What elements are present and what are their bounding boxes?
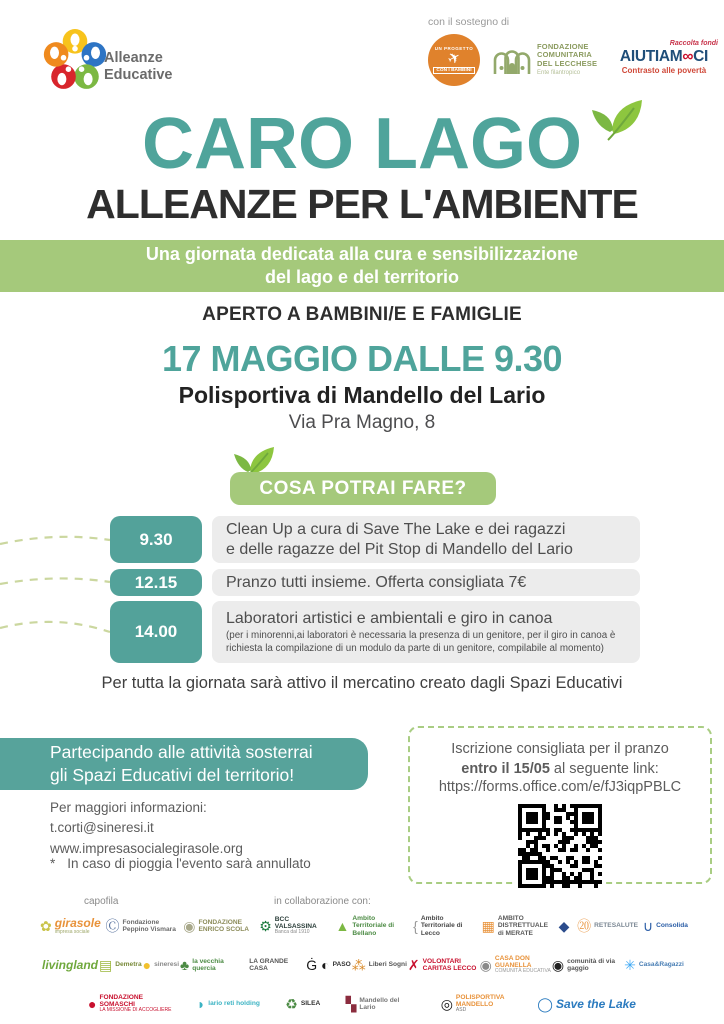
partner-logo-icon: ⚙	[259, 917, 272, 934]
aiutiamoci-script: Raccolta fondi	[669, 40, 718, 47]
partner-logo-icon: ▤	[99, 957, 113, 973]
partner-logo-icon: ♻	[285, 996, 298, 1012]
partner-logo	[143, 958, 179, 972]
infinity-icon: ∞	[682, 48, 694, 66]
partner-logo-label: CASA DON GUANELLA	[494, 955, 532, 970]
partner-logo-icon: ●	[142, 957, 152, 973]
partner-logo-icon: Ⓒ	[105, 918, 120, 934]
partner-logo	[99, 958, 142, 972]
event-address: Via Pra Magno, 8	[288, 412, 436, 433]
partner-logo-icon: ✗	[407, 957, 420, 973]
fondazione-line3: DEL LECCHESE	[537, 58, 598, 68]
partner-logo	[352, 958, 407, 972]
partner-logo-label: sineresi	[154, 961, 180, 969]
partner-logos-row2	[42, 948, 684, 982]
partner-logo-icon: ◐	[321, 957, 330, 973]
partner-logo-label: FONDAZIONE ENRICO SCOLA	[198, 918, 250, 933]
poster-subtitle: ALLEANZE PER L'AMBIENTE	[86, 181, 638, 227]
partner-logos-row3	[88, 988, 636, 1020]
poster-title: CARO LAGO	[142, 104, 582, 184]
partner-logo	[249, 958, 305, 972]
activity-note: (per i minorenni,ai laboratori è necessaria la presenza di un genitore, per il giro in canoa è richiesta la compilazione di un modulo da parte di un genitore, compilabile al momento)	[226, 629, 616, 654]
fondazione-comunitaria-logo	[492, 42, 597, 78]
partner-logo-icon: ◉	[183, 918, 196, 934]
info-website[interactable]: www.impresasocialegirasole.org	[50, 840, 243, 856]
schedule-row	[110, 516, 640, 563]
activity-slot	[212, 569, 640, 596]
partner-logo-icon: ▲	[335, 917, 350, 934]
banner-line2: del lago e del territorio	[264, 267, 460, 287]
registration-line1: Iscrizione consigliata per il pranzo	[451, 741, 669, 757]
partner-logo	[285, 997, 320, 1011]
partner-logo-sublabel: Banca dal 1910	[274, 929, 310, 936]
partner-logo-icon: ✳	[624, 957, 636, 973]
partner-logos-row1	[40, 908, 688, 944]
partner-logo	[552, 958, 623, 972]
info-heading: Per maggiori informazioni:	[50, 800, 207, 815]
partner-logo	[88, 994, 171, 1014]
partner-logo-label: Liberi Sogni	[368, 961, 407, 969]
fondazione-sub: Ente filantropico	[537, 70, 581, 77]
partner-logo-label: Demetra	[115, 961, 142, 969]
partner-logo-icon: ◎	[440, 995, 453, 1012]
partner-logo	[643, 919, 688, 933]
partner-logo-icon: ∪	[642, 918, 654, 934]
leaf-icon	[582, 96, 644, 142]
partner-logo	[306, 958, 320, 972]
support-label: con il sostegno di	[428, 16, 510, 28]
partner-logo-label: FONDAZIONE SOMASCHI	[99, 994, 144, 1009]
partner-logo-label: Consolida	[656, 922, 688, 930]
org-name	[104, 50, 173, 85]
con-i-bambini-label: CON I BAMBINI	[433, 67, 474, 74]
rain-note: * In caso di pioggia l'evento sarà annullato	[50, 856, 311, 871]
partner-logo	[42, 959, 98, 972]
info-block	[50, 798, 243, 859]
partner-logo-label: VOLONTARI CARITAS LECCO	[422, 957, 477, 972]
partner-logo-icon: ◉	[551, 957, 565, 973]
aiutiamoci-wordmark: AIUTIAM∞CI	[619, 48, 709, 66]
partner-logo	[40, 917, 101, 935]
partner-logo-icon: ⑳	[577, 918, 592, 934]
con-i-bambini-logo	[428, 34, 480, 86]
partner-logo-icon: {	[413, 917, 418, 934]
partner-logo	[577, 919, 638, 933]
partner-logo-label: Casa&Ragazzi	[638, 961, 684, 969]
asterisk: *	[50, 856, 56, 871]
partner-logo-label: Fondazione Peppino Vismara	[122, 918, 176, 933]
partner-logo	[346, 997, 416, 1011]
partner-logo-icon: ◉	[479, 956, 492, 973]
support-box-line1: Partecipando alle attività sosterrai	[50, 742, 313, 763]
partner-logo-icon: ◆	[558, 918, 570, 934]
partner-logo-label: LA GRANDE CASA	[249, 957, 289, 972]
partner-logo-label: POLISPORTIVA MANDELLO	[455, 994, 505, 1009]
partner-logo	[180, 958, 248, 972]
schedule-row	[110, 569, 640, 596]
support-box-line2: gli Spazi Educativi del territorio!	[50, 765, 295, 785]
support-box	[0, 738, 368, 790]
event-datetime: 17 MAGGIO DALLE 9.30	[161, 338, 563, 379]
time-pill: 14.00	[110, 601, 202, 663]
partner-logo-icon: ◯	[537, 996, 553, 1012]
info-email[interactable]: t.corti@sineresi.it	[50, 820, 154, 836]
plane-icon: ✈	[444, 48, 464, 69]
banner	[0, 240, 724, 292]
partner-logo-sublabel: impresa sociale	[54, 928, 90, 935]
partner-logo-icon: ♣	[180, 957, 190, 973]
audience-line: APERTO A BAMBINI/E E FAMIGLIE	[202, 304, 522, 325]
time-pill: 9.30	[110, 516, 202, 563]
fondazione-line1: FONDAZIONE	[537, 42, 589, 52]
market-note: Per tutta la giornata sarà attivo il mercatino creato dagli Spazi Educativi	[101, 674, 623, 692]
partner-logo-icon: ✿	[40, 918, 52, 934]
partner-logo-label: PASO	[332, 961, 351, 969]
qr-code	[516, 802, 604, 890]
registration-box	[408, 726, 712, 884]
partner-logo	[624, 958, 684, 972]
partner-logo-sublabel: COMUNITÀ EDUCATIVA	[494, 968, 551, 975]
partner-logo	[321, 958, 351, 972]
partner-logo	[183, 919, 254, 933]
partner-logo-sublabel: ASD	[455, 1007, 467, 1014]
partner-logo-label: girasole	[54, 915, 101, 930]
banner-line1: Una giornata dedicata alla cura e sensibilizzazione	[145, 243, 579, 264]
partner-logo	[106, 919, 179, 933]
partner-logo	[482, 915, 554, 936]
partner-logo	[336, 915, 409, 936]
partner-logo-label: SILEA	[300, 1000, 321, 1008]
activity-slot	[212, 516, 640, 563]
partner-logo-label: Save the Lake	[555, 996, 636, 1011]
partner-logo-label: Mandello del Lario	[359, 996, 400, 1011]
time-pill: 12.15	[110, 569, 202, 596]
dashed-connector-lines	[0, 500, 112, 670]
aiutiamoci-logo	[610, 40, 718, 75]
registration-line2: entro il 15/05 al seguente link:	[461, 760, 659, 777]
schedule-row	[110, 601, 640, 663]
partner-logo-label: RETESALUTE	[594, 922, 639, 930]
partner-logo-icon: ▦	[481, 917, 495, 934]
partner-logo-label: Ambito Territoriale di Lecco	[420, 915, 463, 937]
partner-logo	[480, 955, 551, 975]
partner-logo-icon: ◗	[196, 996, 206, 1012]
partner-logo-sublabel: LA MISSIONE DI ACCOGLIERE	[99, 1007, 172, 1014]
capofila-label: capofila	[84, 896, 119, 907]
aiutiamoci-sub: Contrasto alle povertà	[621, 65, 707, 75]
partner-logo-icon: Ġ	[306, 957, 318, 973]
activity-slot	[212, 601, 640, 663]
cta-banner: COSA POTRAI FARE?	[230, 472, 496, 505]
partner-logo-label: AMBITO DISTRETTUALE di MERATE	[497, 915, 549, 937]
arches-icon	[492, 42, 532, 78]
partner-logo-label: BCC VALSASSINA	[274, 916, 317, 931]
fondazione-line2: COMUNITARIA	[537, 50, 592, 60]
partner-logo	[559, 919, 573, 933]
partner-logo-label: la vecchia quercia	[192, 957, 224, 972]
partner-logo-icon: ⁂	[351, 957, 366, 973]
event-venue: Polisportiva di Mandello del Lario	[178, 382, 546, 408]
activity-text: Laboratori artistici e ambientali e giro in canoa	[226, 609, 553, 627]
partner-logo	[259, 916, 331, 936]
org-name-line1: Alleanze	[104, 50, 163, 66]
partner-logo-label: comunità di via gaggio	[567, 957, 616, 972]
collaboration-label: in collaborazione con:	[274, 896, 371, 907]
partner-logo-label: livingland	[42, 957, 99, 972]
con-i-bambini-arc-text: UN PROGETTO	[434, 46, 474, 51]
partner-logo	[197, 997, 260, 1011]
partner-logo	[537, 997, 636, 1011]
org-name-line2: Educative	[104, 67, 173, 84]
partner-logo-icon: ▚	[345, 996, 357, 1012]
partner-logo	[413, 915, 477, 936]
partner-logo	[408, 958, 479, 972]
partner-logo-label: lario reti holding	[208, 1000, 260, 1008]
partner-logo-icon: ●	[88, 995, 97, 1012]
activity-text-line1: Clean Up a cura di Save The Lake e dei ragazzi	[226, 520, 566, 538]
registration-link[interactable]: https://forms.office.com/e/fJ3iqpPBLC	[438, 779, 682, 796]
activity-text-line2: e delle ragazze del Pit Stop di Mandello del Lario	[226, 540, 573, 558]
partner-logo-label: Ambito Territoriale di Bellano	[352, 915, 395, 937]
activity-text: Pranzo tutti insieme. Offerta consigliata 7€	[226, 573, 527, 591]
partner-logo	[441, 994, 512, 1014]
